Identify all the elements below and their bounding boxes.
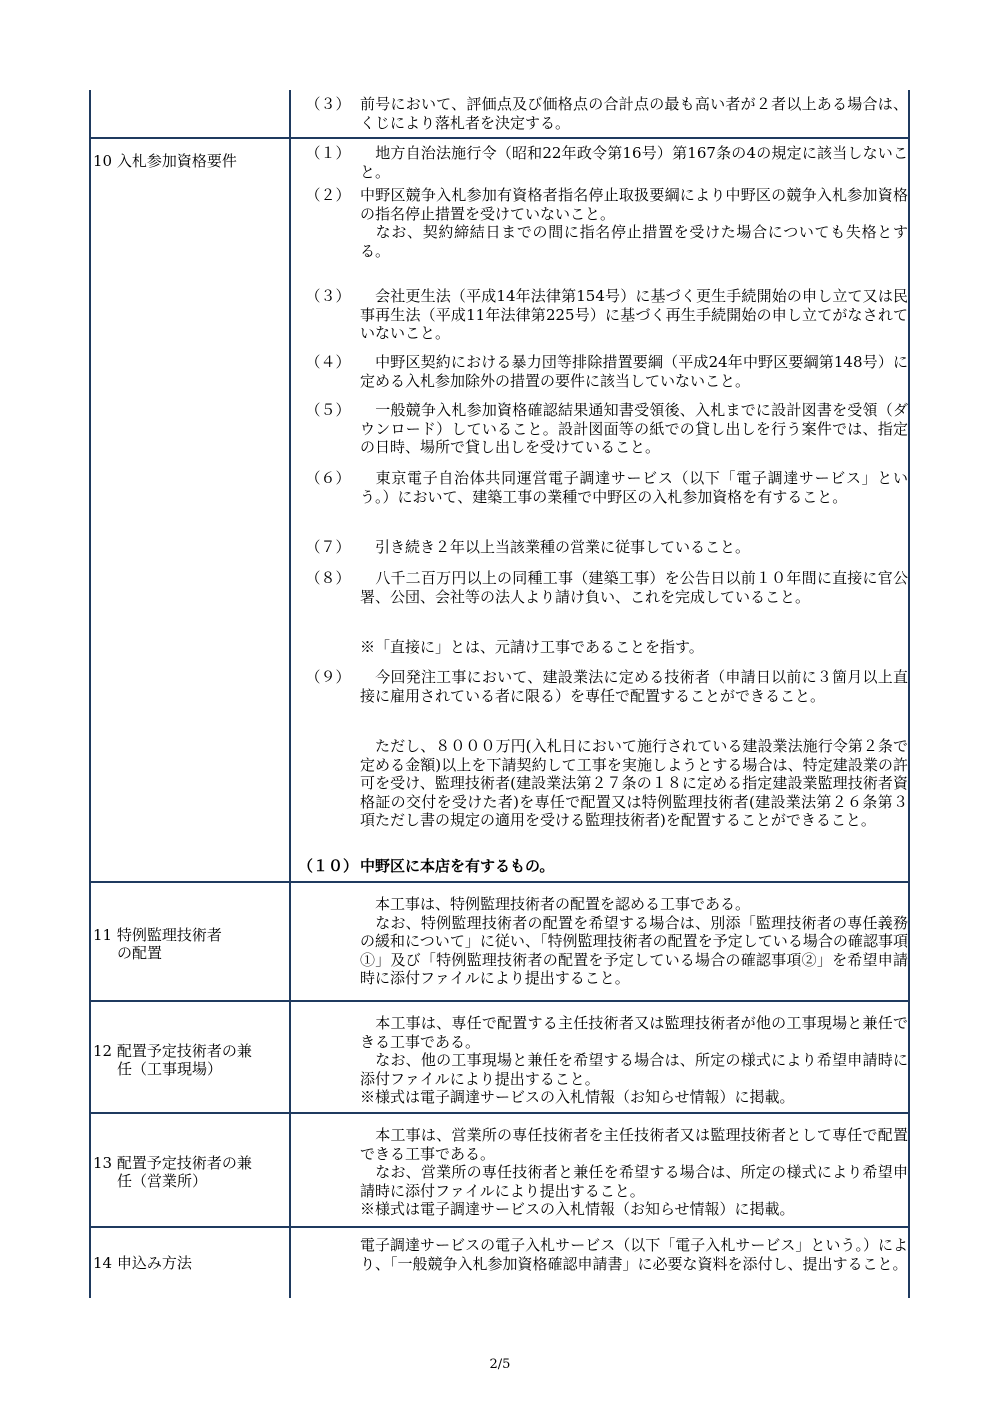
list-item xyxy=(298,668,908,705)
cell-text xyxy=(360,1126,908,1219)
row-divider xyxy=(89,1226,910,1228)
paragraph: 本工事は、営業所の専任技術者を主任技術者又は監理技術者として専任で配置できる工事である。 xyxy=(360,1126,908,1163)
paragraph: ※様式は電子調達サービスの入札情報（お知らせ情報）に掲載。 xyxy=(360,1200,795,1218)
list-item xyxy=(298,144,908,181)
item-number: （２） xyxy=(305,186,351,204)
item-text: 会社更生法（平成14年法律第154号）に基づく更生手続開始の申し立て又は民事再生法（平成11年法律第225号）に基づく再生手続開始の申し立てがなされていないこと。 xyxy=(360,287,908,342)
row-divider xyxy=(89,1112,910,1114)
cell-text xyxy=(360,895,908,988)
row-divider xyxy=(89,1000,910,1002)
item-number: （１０） xyxy=(298,857,359,875)
row-label xyxy=(93,926,278,962)
paragraph: なお、他の工事現場と兼任を希望する場合は、所定の様式により希望申請時に添付ファイルにより提出すること。 xyxy=(360,1051,908,1088)
item-number: （８） xyxy=(305,569,351,587)
row-label xyxy=(93,1042,278,1078)
cell-text xyxy=(360,1236,908,1273)
item-text: 今回発注工事において、建設業法に定める技術者（申請日以前に３箇月以上直接に雇用されている者に限る）を専任で配置することができること。 xyxy=(360,668,908,705)
item-number: （６） xyxy=(305,469,351,487)
list-item xyxy=(298,469,908,506)
item-text: 八千二百万円以上の同種工事（建築工事）を公告日以前１０年間に直接に官公署、公団、会社等の法人より請け負い、これを完成していること。 xyxy=(360,569,908,606)
item-number: （９） xyxy=(305,668,351,686)
list-item xyxy=(298,287,908,343)
paragraph: 本工事は、専任で配置する主任技術者又は監理技術者が他の工事現場と兼任できる工事である。 xyxy=(360,1014,908,1051)
paragraph: なお、営業所の専任技術者と兼任を希望する場合は、所定の様式により希望申請時に添付ファイルにより提出すること。 xyxy=(360,1163,908,1200)
item-text: 中野区競争入札参加有資格者指名停止取扱要綱により中野区の競争入札参加資格の指名停止措置を受けていないこと。 xyxy=(360,186,908,223)
item-text: 東京電子自治体共同運営電子調達サービス（以下「電子調達サービス」という。）において、建築工事の業種で中野区の入札参加資格を有すること。 xyxy=(360,469,908,506)
item-text: 前号において、評価点及び価格点の合計点の最も高い者が２者以上ある場合は、くじにより落札者を決定する。 xyxy=(360,95,908,132)
item-text: 中野区に本店を有するもの。 xyxy=(360,857,555,875)
item-text: 中野区契約における暴力団等排除措置要綱（平成24年中野区要綱第148号）に定める入札参加除外の措置の要件に該当していないこと。 xyxy=(360,353,908,390)
row-label-line: 12 配置予定技術者の兼 xyxy=(93,1042,252,1060)
paragraph: 電子調達サービスの電子入札サービス（以下「電子入札サービス」という。）により、「一般競争入札参加資格確認申請書」に必要な資料を添付し、提出すること。 xyxy=(360,1236,908,1273)
item-number: （３） xyxy=(305,95,351,113)
row-label: 10 入札参加資格要件 xyxy=(93,152,237,170)
list-item xyxy=(298,857,908,876)
list-item xyxy=(298,186,908,260)
cell-text xyxy=(360,1014,908,1107)
item-note: ※「直接に」とは、元請け工事であることを指す。 xyxy=(360,638,704,656)
item-text: 引き続き２年以上当該業種の営業に従事していること。 xyxy=(360,538,751,556)
item-number: （５） xyxy=(305,401,351,419)
item-number: （１） xyxy=(305,144,351,162)
item-text: 一般競争入札参加資格確認結果通知書受領後、入札までに設計図書を受領（ダウンロード）していること。設計図面等の紙での貸し出しを行う案件では、指定の日時、場所で貸し出しを受けていること。 xyxy=(360,401,908,456)
paragraph: ※様式は電子調達サービスの入札情報（お知らせ情報）に掲載。 xyxy=(360,1088,795,1106)
paragraph: 本工事は、特例監理技術者の配置を認める工事である。 xyxy=(360,895,751,913)
row-label-line: 任（営業所） xyxy=(117,1172,208,1190)
row-label-line: 11 特例監理技術者 xyxy=(93,926,222,944)
item-number: （７） xyxy=(305,538,351,556)
list-item xyxy=(298,353,908,390)
list-item xyxy=(298,538,908,557)
row-divider xyxy=(89,881,910,883)
item-text-continued: ただし、８０００万円(入札日において施行されている建設業法施行令第２条で定める金額)以上を下請契約して工事を実施しようとする場合は、特定建設業の許可を受け、監理技術者(建設業法第２７条の１８に定める指定建設業監理技術者資格証の交付を受けた者)を専任で配置又は特例監理技術者(建設業法第２６条第３項ただし書の規定の適用を受ける監理技術者)を配置することができること。 xyxy=(360,737,908,829)
page-number: 2/5 xyxy=(489,1357,511,1372)
item-number: （４） xyxy=(305,353,351,371)
row-divider xyxy=(89,137,910,139)
row-label: 14 申込み方法 xyxy=(93,1254,192,1272)
list-item xyxy=(298,95,908,132)
list-item xyxy=(298,569,908,606)
row-label-line: の配置 xyxy=(117,944,163,962)
row-label-line: 任（工事現場） xyxy=(117,1060,223,1078)
row-label xyxy=(93,1154,278,1190)
row-label-line: 13 配置予定技術者の兼 xyxy=(93,1154,252,1172)
item-text: 地方自治法施行令（昭和22年政令第16号）第167条の4の規定に該当しないこと。 xyxy=(360,144,908,181)
item-number: （３） xyxy=(305,287,351,305)
list-item xyxy=(298,401,908,457)
paragraph: なお、特例監理技術者の配置を希望する場合は、別添「監理技術者の専任義務の緩和について」に従い、「特例監理技術者の配置を予定している場合の確認事項①」及び「特例監理技術者の配置を予定している場合の確認事項②」を希望申請時に添付ファイルにより提出すること。 xyxy=(360,913,908,987)
table-column-divider xyxy=(289,90,291,1298)
table-right-border xyxy=(908,90,910,1298)
item-text-continued: なお、契約締結日までの間に指名停止措置を受けた場合についても失格とする。 xyxy=(360,223,908,260)
table-left-border xyxy=(89,90,91,1298)
